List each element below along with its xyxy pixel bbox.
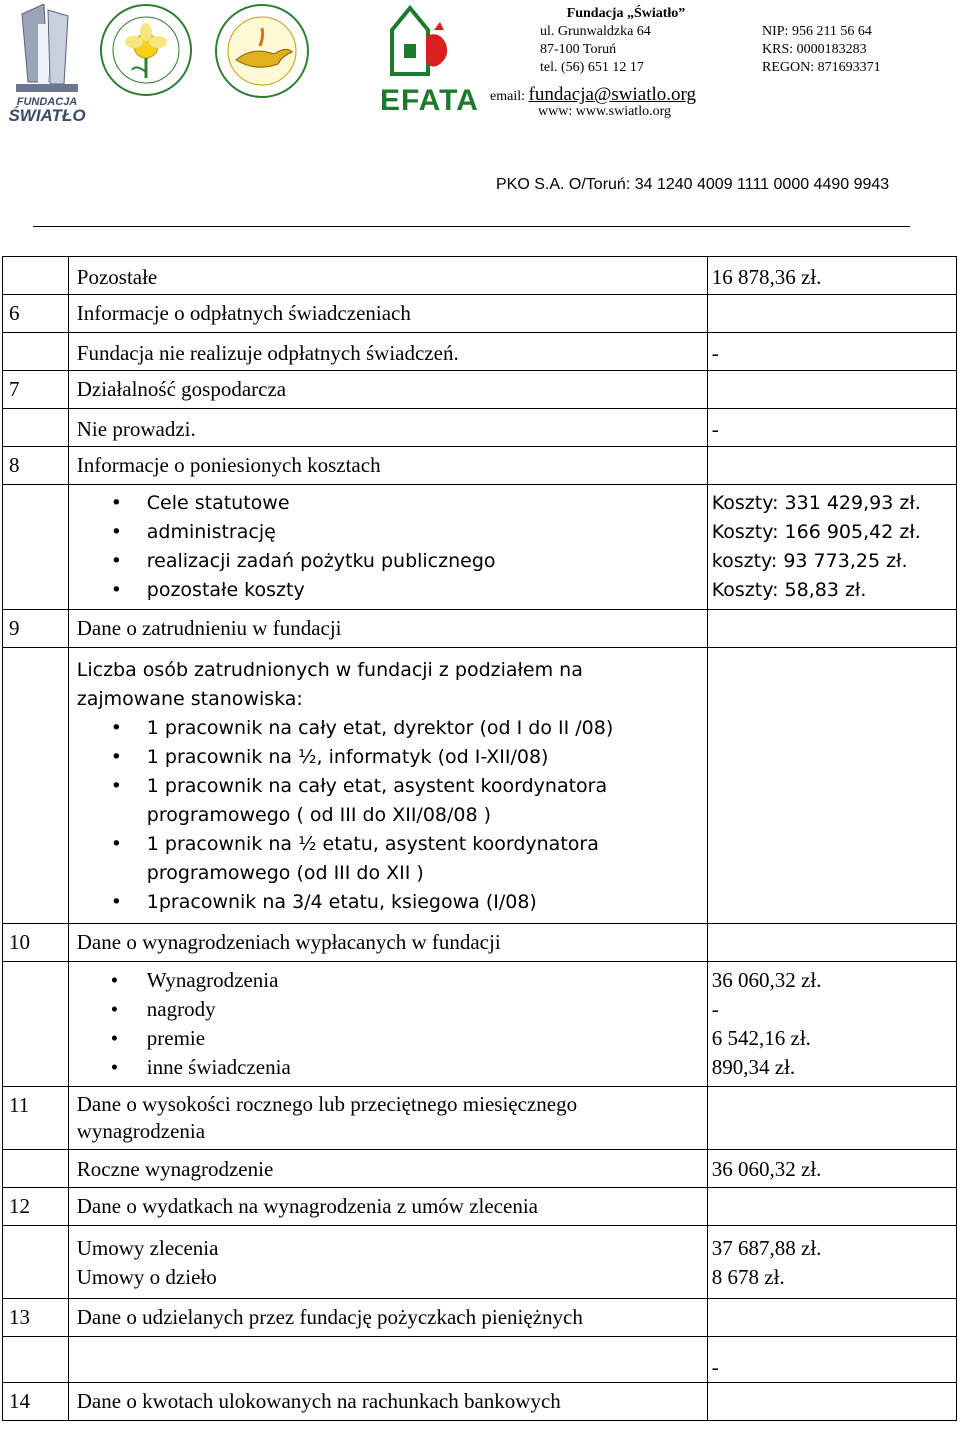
email-row — [490, 84, 696, 106]
row-desc: Roczne wynagrodzenie — [68, 1150, 707, 1188]
header-divider — [33, 226, 910, 227]
organization-info — [490, 5, 950, 77]
section-number: 11 — [3, 1087, 69, 1150]
section-7 — [3, 371, 957, 409]
section-title: Dane o zatrudnieniu w fundacji — [68, 610, 707, 648]
list-item: • 1 pracownik na cały etat, dyrektor (od I do II /08) — [147, 714, 707, 743]
employment-intro: Liczba osób zatrudnionych w fundacji z podziałem na zajmowane stanowiska: — [76, 659, 583, 710]
section-14 — [3, 1383, 957, 1421]
table-row — [3, 1337, 957, 1383]
list-item: • 1 pracownik na cały etat, asystent koordynatora programowego ( od III do XII/08/08 ) — [147, 772, 707, 830]
section-6 — [3, 295, 957, 333]
section-title: Dane o wysokości rocznego lub przeciętnego miesięcznego wynagrodzenia — [68, 1087, 707, 1150]
email-link[interactable]: fundacja@swiatlo.org — [528, 84, 697, 105]
bank-account: PKO S.A. O/Toruń: 34 1240 4009 1111 0000 4490 9943 — [496, 176, 890, 193]
cost-value: Koszty: 58,83 zł. — [711, 579, 867, 601]
org-krs: KRS: 0000183283 — [762, 42, 867, 57]
table-row — [3, 1226, 957, 1299]
email-label: email: — [490, 89, 525, 104]
akademia-walki-z-rakiem-logo — [96, 2, 196, 98]
section-title: Działalność gospodarcza — [68, 371, 707, 409]
swiatlo-logo-text: FUNDACJA ŚWIATŁO — [8, 96, 86, 125]
org-address: ul. Grunwaldzka 64 — [540, 24, 651, 39]
list-item: • Cele statutowe — [147, 489, 707, 518]
section-9 — [3, 610, 957, 648]
list-item: • 1 pracownik na ½, informatyk (od I-XII/08) — [147, 743, 707, 772]
table-row — [3, 962, 957, 1087]
org-regon: REGON: 871693371 — [762, 60, 881, 75]
efata-logo-text: EFATA — [380, 84, 479, 117]
contract-type: Umowy o dzieło — [76, 1265, 217, 1289]
table-row — [3, 648, 957, 924]
contract-value: 37 687,88 zł. — [711, 1236, 822, 1260]
fundusz-kaganek-logo — [212, 2, 312, 100]
section-title: Dane o wynagrodzeniach wypłacanych w fundacji — [68, 924, 707, 962]
list-item: • realizacji zadań pożytku publicznego — [147, 547, 707, 576]
section-number: 12 — [3, 1188, 69, 1226]
row-value: 16 878,36 zł. — [707, 257, 956, 295]
row-value: - — [707, 409, 956, 447]
section-number: 6 — [3, 295, 69, 333]
www-row[interactable]: www: www.swiatlo.org — [538, 104, 671, 119]
list-item: • nagrody — [147, 995, 707, 1024]
cost-list — [77, 489, 707, 605]
section-number: 7 — [3, 371, 69, 409]
list-item: • premie — [147, 1024, 707, 1053]
list-item: • 1 pracownik na ½ etatu, asystent koordynatora programowego (od III do XII ) — [147, 830, 707, 888]
report-table — [2, 256, 957, 1421]
efata-logo — [370, 0, 479, 130]
employment-list — [77, 714, 707, 917]
org-city: 87-100 Toruń — [540, 42, 617, 57]
row-desc — [68, 1337, 707, 1383]
list-item: • 1pracownik na 3/4 etatu, ksiegowa (I/08) — [147, 888, 707, 917]
section-11 — [3, 1087, 957, 1150]
logos — [0, 0, 480, 140]
cost-value: Koszty: 331 429,93 zł. — [711, 492, 921, 514]
table-row — [3, 1150, 957, 1188]
section-title: Informacje o poniesionych kosztach — [68, 447, 707, 485]
section-title: Informacje o odpłatnych świadczeniach — [68, 295, 707, 333]
row-desc: Fundacja nie realizuje odpłatnych świadczeń. — [68, 333, 707, 371]
table-row — [3, 257, 957, 295]
row-value: - — [707, 1337, 956, 1383]
list-item: • inne świadczenia — [147, 1053, 707, 1082]
section-number: 13 — [3, 1299, 69, 1337]
row-desc: Nie prowadzi. — [68, 409, 707, 447]
salary-value: 6 542,16 zł. — [711, 1026, 811, 1050]
list-item: • Wynagrodzenia — [147, 966, 707, 995]
section-13 — [3, 1299, 957, 1337]
section-number: 9 — [3, 610, 69, 648]
section-title: Dane o wydatkach na wynagrodzenia z umów zlecenia — [68, 1188, 707, 1226]
section-number: 10 — [3, 924, 69, 962]
org-name: Fundacja „Światło” — [566, 6, 686, 21]
salary-value: 890,34 zł. — [711, 1055, 796, 1079]
table-row — [3, 333, 957, 371]
cost-value: Koszty: 166 905,42 zł. — [711, 521, 921, 543]
row-desc: Pozostałe — [68, 257, 707, 295]
section-8 — [3, 447, 957, 485]
section-title: Dane o udzielanych przez fundację pożyczkach pieniężnych — [68, 1299, 707, 1337]
salary-list — [77, 966, 707, 1082]
org-phone: tel. (56) 651 12 17 — [540, 60, 644, 75]
table-row — [3, 409, 957, 447]
section-12 — [3, 1188, 957, 1226]
section-title: Dane o kwotach ulokowanych na rachunkach bankowych — [68, 1383, 707, 1421]
salary-value: - — [711, 997, 719, 1021]
salary-value: 36 060,32 zł. — [711, 968, 822, 992]
cost-value: koszty: 93 773,25 zł. — [711, 550, 908, 572]
row-value: - — [707, 333, 956, 371]
table-row — [3, 485, 957, 610]
fundacja-swiatlo-logo — [8, 4, 86, 128]
list-item: • pozostałe koszty — [147, 576, 707, 605]
list-item: • administrację — [147, 518, 707, 547]
section-10 — [3, 924, 957, 962]
contract-value: 8 678 zł. — [711, 1265, 785, 1289]
section-number: 14 — [3, 1383, 69, 1421]
org-nip: NIP: 956 211 56 64 — [762, 24, 872, 39]
row-value: 36 060,32 zł. — [707, 1150, 956, 1188]
contract-type: Umowy zlecenia — [76, 1236, 219, 1260]
section-number: 8 — [3, 447, 69, 485]
